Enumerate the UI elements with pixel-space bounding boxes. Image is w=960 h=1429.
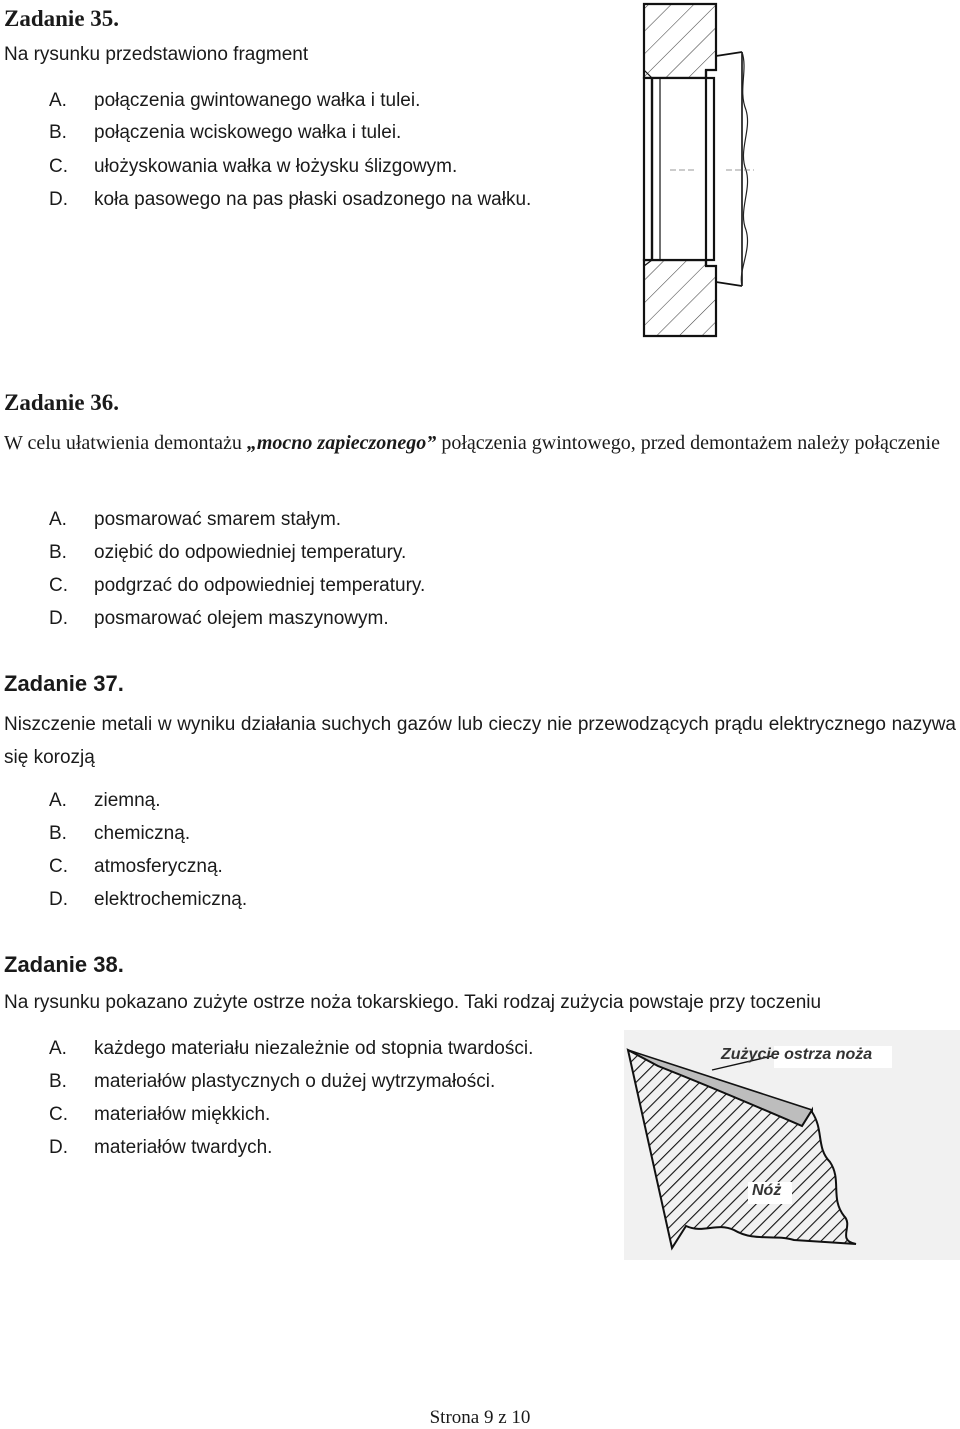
q37-option-c (49, 856, 223, 878)
option-letter: A. (49, 90, 67, 111)
q38-option-b (49, 1071, 495, 1093)
q36-stem-after: połączenia gwintowego, przed demontażem należy połączenie (436, 432, 940, 454)
q37-option-d (49, 889, 247, 911)
option-letter: A. (49, 509, 67, 530)
wear-label: Zużycie ostrza noża (721, 1046, 873, 1063)
page-number: Strona 9 z 10 (429, 1407, 531, 1428)
worn-tool-figure (624, 1030, 960, 1260)
option-text: każdego materiału niezależnie od stopnia twardości. (94, 1038, 534, 1059)
option-letter: D. (49, 889, 68, 910)
option-letter: C. (49, 575, 68, 596)
option-text: oziębić do odpowiedniej temperatury. (94, 542, 407, 563)
q38-heading: Zadanie 38. (4, 952, 124, 977)
q38-stem: Na rysunku pokazano zużyte ostrze noża tokarskiego. Taki rodzaj zużycia powstaje przy toczeniu (4, 992, 822, 1013)
q35-option-c (49, 156, 457, 178)
q37-option-a (49, 790, 161, 812)
q36-option-c (49, 575, 425, 597)
option-text: materiałów twardych. (94, 1137, 273, 1158)
option-text: podgrzać do odpowiedniej temperatury. (94, 575, 426, 596)
q37-heading: Zadanie 37. (4, 671, 124, 696)
q35-option-d (49, 189, 531, 211)
option-text: koła pasowego na pas płaski osadzonego na wałku. (94, 189, 532, 210)
q36-option-d (49, 608, 389, 630)
option-text: posmarować olejem maszynowym. (94, 608, 389, 629)
q38-option-c (49, 1104, 270, 1126)
q36-heading: Zadanie 36. (4, 390, 120, 415)
option-letter: B. (49, 1071, 67, 1092)
option-letter: C. (49, 156, 68, 177)
q37-stem: Niszczenie metali w wyniku działania suchych gazów lub cieczy nie przewodzących prądu elektrycznego nazywa się korozją (4, 714, 956, 768)
option-text: chemiczną. (94, 823, 191, 844)
option-text: materiałów plastycznych o dużej wytrzymałości. (94, 1071, 496, 1092)
option-text: materiałów miękkich. (94, 1104, 271, 1125)
q38-option-a (49, 1038, 533, 1060)
option-letter: D. (49, 608, 68, 629)
q35-option-b (49, 122, 401, 144)
option-text: elektrochemiczną. (94, 889, 248, 910)
q35-stem: Na rysunku przedstawiono fragment (4, 44, 309, 65)
q37-option-b (49, 823, 190, 845)
worn-tool-drawing (624, 1030, 960, 1260)
option-letter: B. (49, 122, 67, 143)
option-letter: D. (49, 189, 68, 210)
q35-option-a (49, 90, 420, 112)
option-text: połączenia wciskowego wałka i tulei. (94, 122, 402, 143)
option-text: posmarować smarem stałym. (94, 509, 342, 530)
option-text: ziemną. (94, 790, 161, 811)
q36-stem-emphasis: „mocno zapieczonego” (246, 432, 437, 454)
option-text: atmosferyczną. (94, 856, 223, 877)
knife-label: Nóż (752, 1182, 782, 1199)
q36-option-b (49, 542, 406, 564)
option-letter: A. (49, 790, 67, 811)
option-letter: A. (49, 1038, 67, 1059)
threaded-connection-drawing (630, 0, 760, 340)
option-letter: D. (49, 1137, 68, 1158)
option-letter: C. (49, 1104, 68, 1125)
q35-heading: Zadanie 35. (4, 6, 120, 31)
option-text: połączenia gwintowanego wałka i tulei. (94, 90, 421, 111)
option-letter: C. (49, 856, 68, 877)
option-letter: B. (49, 823, 67, 844)
option-letter: B. (49, 542, 67, 563)
option-text: ułożyskowania wałka w łożysku ślizgowym. (94, 156, 458, 177)
q38-option-d (49, 1137, 272, 1159)
q36-option-a (49, 509, 341, 531)
q36-stem (4, 427, 956, 460)
q36-stem-before: W celu ułatwienia demontażu (4, 432, 247, 454)
